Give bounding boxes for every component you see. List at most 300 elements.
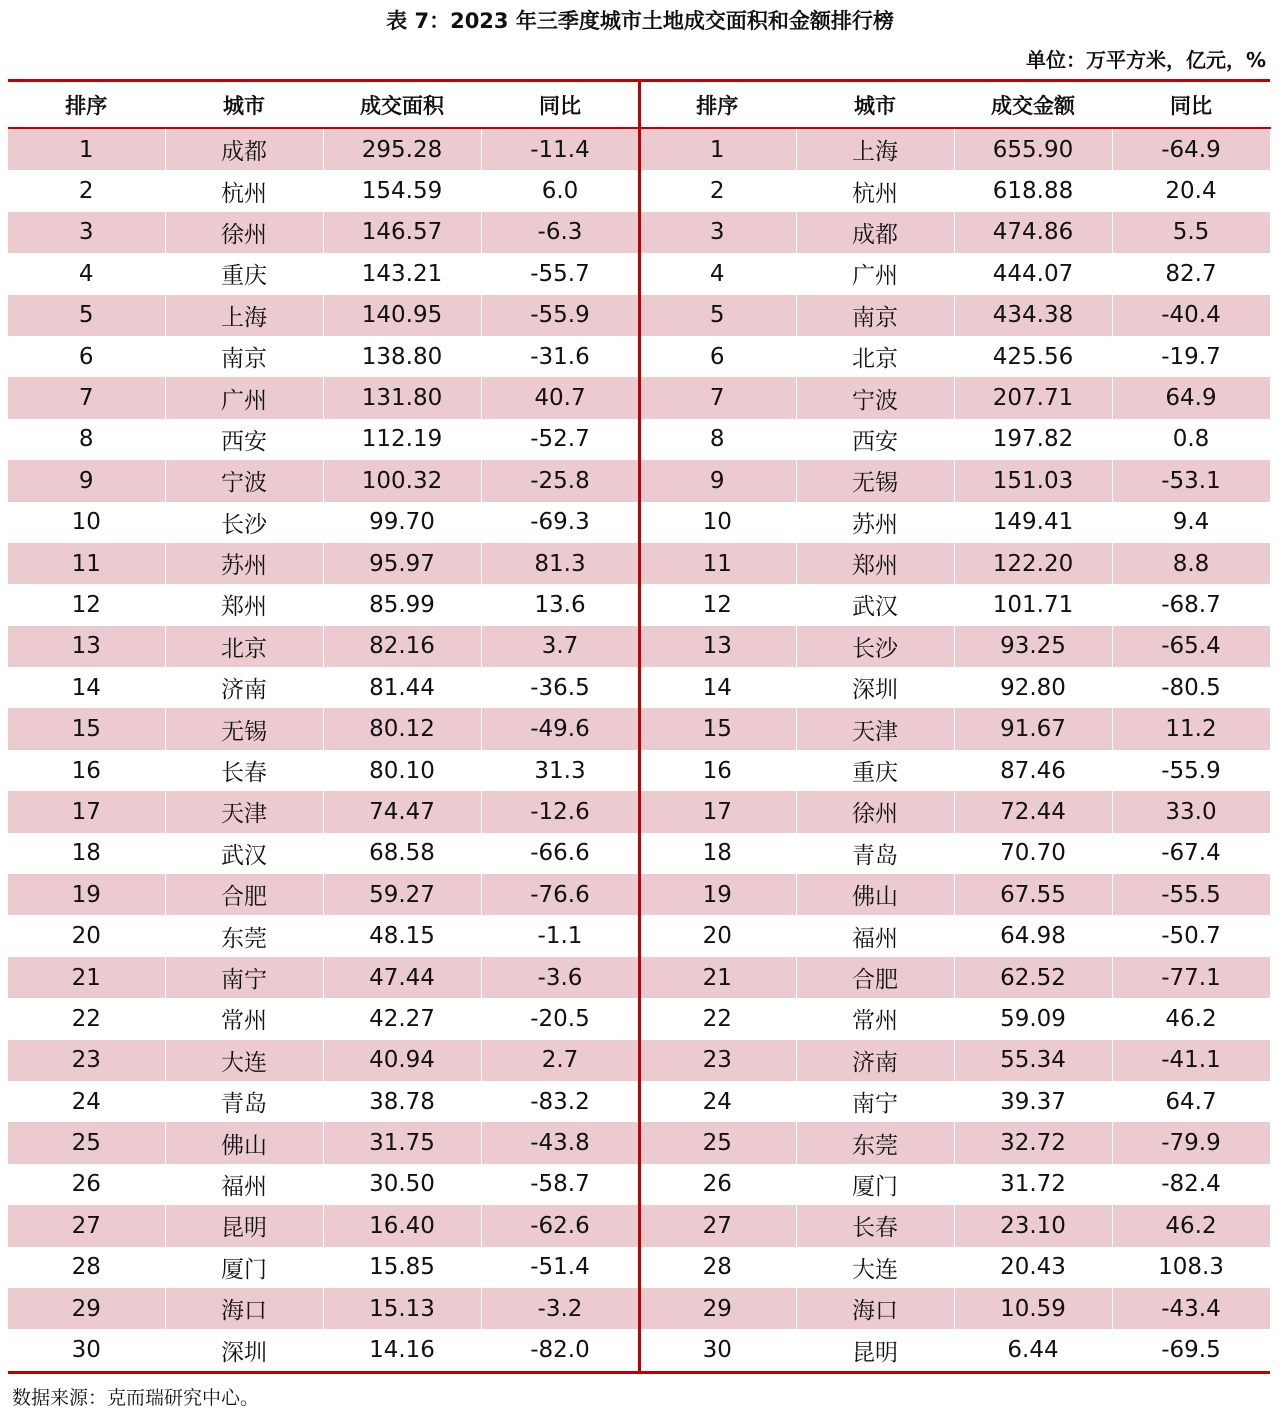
rank-cell: 22 (639, 998, 796, 1039)
area-ranking-table (8, 82, 640, 1371)
rank-cell: 7 (8, 377, 165, 418)
city-cell: 成都 (165, 128, 323, 170)
area-cell: 15.13 (323, 1288, 481, 1329)
data-source-note: 数据来源：克而瑞研究中心。 (12, 1387, 260, 1409)
yoy-cell: -53.1 (1112, 460, 1270, 501)
area-cell: 16.40 (323, 1205, 481, 1246)
city-cell: 武汉 (796, 584, 954, 625)
city-cell: 福州 (165, 1164, 323, 1205)
city-cell: 合肥 (165, 874, 323, 915)
table-row (639, 1288, 1270, 1329)
rank-cell: 4 (639, 253, 796, 294)
header-area: 成交面积 (323, 82, 481, 128)
yoy-cell: -51.4 (481, 1247, 639, 1288)
area-cell: 81.44 (323, 667, 481, 708)
city-cell: 厦门 (165, 1247, 323, 1288)
yoy-cell: -65.4 (1112, 626, 1270, 667)
table-row (639, 377, 1270, 418)
city-cell: 常州 (165, 998, 323, 1039)
table-row (8, 212, 639, 253)
table-row (639, 1205, 1270, 1246)
rank-cell: 27 (8, 1205, 165, 1246)
city-cell: 东莞 (796, 1122, 954, 1163)
area-cell: 146.57 (323, 212, 481, 253)
city-cell: 济南 (796, 1040, 954, 1081)
rank-cell: 5 (8, 295, 165, 336)
yoy-cell: -77.1 (1112, 957, 1270, 998)
city-cell: 杭州 (165, 170, 323, 211)
rank-cell: 3 (8, 212, 165, 253)
table-row (8, 750, 639, 791)
rank-cell: 30 (639, 1329, 796, 1370)
city-cell: 大连 (796, 1247, 954, 1288)
yoy-cell: -83.2 (481, 1081, 639, 1122)
table-row (639, 667, 1270, 708)
yoy-cell: 6.0 (481, 170, 639, 211)
amount-header-row (639, 82, 1270, 128)
table-row (8, 502, 639, 543)
yoy-cell: -50.7 (1112, 915, 1270, 956)
yoy-cell: -43.4 (1112, 1288, 1270, 1329)
city-cell: 宁波 (796, 377, 954, 418)
yoy-cell: 64.9 (1112, 377, 1270, 418)
amount-cell: 23.10 (954, 1205, 1112, 1246)
city-cell: 西安 (165, 419, 323, 460)
table-row (639, 626, 1270, 667)
city-cell: 重庆 (165, 253, 323, 294)
table-row (8, 1329, 639, 1370)
table-row (639, 750, 1270, 791)
city-cell: 长春 (165, 750, 323, 791)
yoy-cell: -55.7 (481, 253, 639, 294)
table-row (8, 791, 639, 832)
header-rank: 排序 (8, 82, 165, 128)
amount-cell: 434.38 (954, 295, 1112, 336)
city-cell: 北京 (796, 336, 954, 377)
yoy-cell: 5.5 (1112, 212, 1270, 253)
table-row (639, 1247, 1270, 1288)
city-cell: 南京 (165, 336, 323, 377)
table-row (8, 1122, 639, 1163)
city-cell: 南京 (796, 295, 954, 336)
yoy-cell: -11.4 (481, 128, 639, 170)
yoy-cell: 31.3 (481, 750, 639, 791)
city-cell: 西安 (796, 419, 954, 460)
table-row (8, 377, 639, 418)
table-row (8, 874, 639, 915)
table-row (8, 253, 639, 294)
area-cell: 59.27 (323, 874, 481, 915)
table-row (8, 128, 639, 170)
table-row (639, 833, 1270, 874)
table-row (639, 1122, 1270, 1163)
yoy-cell: -55.5 (1112, 874, 1270, 915)
table-row (8, 419, 639, 460)
table-row (639, 584, 1270, 625)
amount-cell: 92.80 (954, 667, 1112, 708)
amount-cell: 101.71 (954, 584, 1112, 625)
yoy-cell: -36.5 (481, 667, 639, 708)
table-row (639, 502, 1270, 543)
amount-cell: 70.70 (954, 833, 1112, 874)
amount-cell: 87.46 (954, 750, 1112, 791)
amount-cell: 91.67 (954, 708, 1112, 749)
table-row (639, 419, 1270, 460)
header-rank: 排序 (639, 82, 796, 128)
rank-cell: 10 (639, 502, 796, 543)
yoy-cell: 0.8 (1112, 419, 1270, 460)
rank-cell: 20 (8, 915, 165, 956)
area-ranking-half (8, 82, 639, 1371)
rank-cell: 23 (8, 1040, 165, 1081)
yoy-cell: -66.6 (481, 833, 639, 874)
city-cell: 长春 (796, 1205, 954, 1246)
amount-cell: 655.90 (954, 128, 1112, 170)
rank-cell: 11 (8, 543, 165, 584)
area-cell: 48.15 (323, 915, 481, 956)
unit-note: 单位：万平方米，亿元，% (1025, 48, 1266, 72)
ranking-table-container (8, 79, 1270, 1374)
area-cell: 154.59 (323, 170, 481, 211)
amount-cell: 64.98 (954, 915, 1112, 956)
table-row (8, 584, 639, 625)
city-cell: 海口 (165, 1288, 323, 1329)
area-cell: 80.10 (323, 750, 481, 791)
rank-cell: 3 (639, 212, 796, 253)
yoy-cell: -25.8 (481, 460, 639, 501)
table-row (8, 1247, 639, 1288)
rank-cell: 25 (639, 1122, 796, 1163)
city-cell: 长沙 (165, 502, 323, 543)
table-row (8, 336, 639, 377)
yoy-cell: 3.7 (481, 626, 639, 667)
rank-cell: 9 (8, 460, 165, 501)
yoy-cell: 108.3 (1112, 1247, 1270, 1288)
center-divider (638, 82, 641, 1371)
city-cell: 无锡 (796, 460, 954, 501)
yoy-cell: -64.9 (1112, 128, 1270, 170)
rank-cell: 26 (8, 1164, 165, 1205)
city-cell: 合肥 (796, 957, 954, 998)
rank-cell: 5 (639, 295, 796, 336)
area-cell: 80.12 (323, 708, 481, 749)
yoy-cell: 2.7 (481, 1040, 639, 1081)
rank-cell: 12 (8, 584, 165, 625)
amount-cell: 151.03 (954, 460, 1112, 501)
area-cell: 40.94 (323, 1040, 481, 1081)
amount-cell: 149.41 (954, 502, 1112, 543)
table-row (8, 708, 639, 749)
table-row (8, 1205, 639, 1246)
city-cell: 成都 (796, 212, 954, 253)
table-row (8, 295, 639, 336)
rank-cell: 21 (639, 957, 796, 998)
city-cell: 长沙 (796, 626, 954, 667)
area-cell: 74.47 (323, 791, 481, 832)
table-row (8, 626, 639, 667)
city-cell: 海口 (796, 1288, 954, 1329)
yoy-cell: -19.7 (1112, 336, 1270, 377)
rank-cell: 11 (639, 543, 796, 584)
table-row (639, 998, 1270, 1039)
rank-cell: 9 (639, 460, 796, 501)
table-row (8, 833, 639, 874)
city-cell: 杭州 (796, 170, 954, 211)
rank-cell: 17 (8, 791, 165, 832)
yoy-cell: -31.6 (481, 336, 639, 377)
city-cell: 福州 (796, 915, 954, 956)
city-cell: 苏州 (165, 543, 323, 584)
area-cell: 38.78 (323, 1081, 481, 1122)
rank-cell: 19 (8, 874, 165, 915)
area-cell: 15.85 (323, 1247, 481, 1288)
yoy-cell: -3.6 (481, 957, 639, 998)
area-cell: 95.97 (323, 543, 481, 584)
table-row (639, 1329, 1270, 1370)
area-cell: 112.19 (323, 419, 481, 460)
area-cell: 138.80 (323, 336, 481, 377)
amount-cell: 618.88 (954, 170, 1112, 211)
rank-cell: 28 (639, 1247, 796, 1288)
rank-cell: 15 (8, 708, 165, 749)
yoy-cell: -80.5 (1112, 667, 1270, 708)
header-yoy: 同比 (1112, 82, 1270, 128)
city-cell: 郑州 (165, 584, 323, 625)
area-cell: 131.80 (323, 377, 481, 418)
amount-cell: 20.43 (954, 1247, 1112, 1288)
rank-cell: 24 (8, 1081, 165, 1122)
table-title: 表 7：2023 年三季度城市土地成交面积和金额排行榜 (386, 9, 894, 33)
amount-cell: 6.44 (954, 1329, 1112, 1370)
rank-cell: 2 (8, 170, 165, 211)
amount-cell: 55.34 (954, 1040, 1112, 1081)
rank-cell: 29 (639, 1288, 796, 1329)
bottom-rule (8, 1371, 1270, 1374)
rank-cell: 16 (8, 750, 165, 791)
area-cell: 82.16 (323, 626, 481, 667)
header-yoy: 同比 (481, 82, 639, 128)
yoy-cell: -76.6 (481, 874, 639, 915)
city-cell: 天津 (165, 791, 323, 832)
rank-cell: 1 (8, 128, 165, 170)
yoy-cell: 81.3 (481, 543, 639, 584)
table-row (8, 667, 639, 708)
tables-row (8, 82, 1270, 1371)
city-cell: 郑州 (796, 543, 954, 584)
table-row (8, 998, 639, 1039)
area-cell: 47.44 (323, 957, 481, 998)
yoy-cell: 64.7 (1112, 1081, 1270, 1122)
table-row (8, 1164, 639, 1205)
yoy-cell: -58.7 (481, 1164, 639, 1205)
city-cell: 上海 (796, 128, 954, 170)
table-row (639, 336, 1270, 377)
yoy-cell: -20.5 (481, 998, 639, 1039)
table-row (8, 957, 639, 998)
rank-cell: 13 (639, 626, 796, 667)
table-row (639, 1081, 1270, 1122)
amount-cell: 39.37 (954, 1081, 1112, 1122)
amount-cell: 72.44 (954, 791, 1112, 832)
rank-cell: 27 (639, 1205, 796, 1246)
rank-cell: 26 (639, 1164, 796, 1205)
amount-ranking-half (639, 82, 1270, 1371)
city-cell: 重庆 (796, 750, 954, 791)
amount-cell: 444.07 (954, 253, 1112, 294)
area-cell: 68.58 (323, 833, 481, 874)
table-row (8, 915, 639, 956)
table-row (8, 1081, 639, 1122)
area-cell: 99.70 (323, 502, 481, 543)
area-cell: 30.50 (323, 1164, 481, 1205)
table-row (639, 543, 1270, 584)
yoy-cell: 13.6 (481, 584, 639, 625)
yoy-cell: 46.2 (1112, 998, 1270, 1039)
table-row (639, 957, 1270, 998)
amount-cell: 59.09 (954, 998, 1112, 1039)
rank-cell: 6 (639, 336, 796, 377)
rank-cell: 18 (639, 833, 796, 874)
city-cell: 天津 (796, 708, 954, 749)
city-cell: 昆明 (165, 1205, 323, 1246)
table-row (639, 915, 1270, 956)
amount-cell: 10.59 (954, 1288, 1112, 1329)
amount-cell: 425.56 (954, 336, 1112, 377)
table-row (639, 295, 1270, 336)
amount-cell: 62.52 (954, 957, 1112, 998)
area-cell: 295.28 (323, 128, 481, 170)
rank-cell: 29 (8, 1288, 165, 1329)
rank-cell: 15 (639, 708, 796, 749)
city-cell: 深圳 (796, 667, 954, 708)
rank-cell: 8 (8, 419, 165, 460)
area-cell: 140.95 (323, 295, 481, 336)
city-cell: 广州 (165, 377, 323, 418)
area-cell: 85.99 (323, 584, 481, 625)
yoy-cell: -62.6 (481, 1205, 639, 1246)
table-row (639, 791, 1270, 832)
table-row (8, 460, 639, 501)
rank-cell: 10 (8, 502, 165, 543)
rank-cell: 22 (8, 998, 165, 1039)
table-row (639, 460, 1270, 501)
table-row (8, 543, 639, 584)
yoy-cell: -40.4 (1112, 295, 1270, 336)
city-cell: 厦门 (796, 1164, 954, 1205)
table-row (8, 1040, 639, 1081)
city-cell: 南宁 (165, 957, 323, 998)
rank-cell: 8 (639, 419, 796, 460)
header-city: 城市 (796, 82, 954, 128)
city-cell: 济南 (165, 667, 323, 708)
table-row (639, 1164, 1270, 1205)
table-row (639, 1040, 1270, 1081)
area-header-row (8, 82, 639, 128)
table-row (639, 253, 1270, 294)
amount-cell: 207.71 (954, 377, 1112, 418)
amount-cell: 474.86 (954, 212, 1112, 253)
header-city: 城市 (165, 82, 323, 128)
area-table-body (8, 128, 639, 1371)
yoy-cell: 11.2 (1112, 708, 1270, 749)
city-cell: 广州 (796, 253, 954, 294)
city-cell: 青岛 (165, 1081, 323, 1122)
amount-cell: 93.25 (954, 626, 1112, 667)
table-row (639, 708, 1270, 749)
table-row (639, 128, 1270, 170)
city-cell: 徐州 (796, 791, 954, 832)
city-cell: 上海 (165, 295, 323, 336)
amount-cell: 197.82 (954, 419, 1112, 460)
rank-cell: 4 (8, 253, 165, 294)
rank-cell: 30 (8, 1329, 165, 1370)
table-row (639, 212, 1270, 253)
yoy-cell: 40.7 (481, 377, 639, 418)
yoy-cell: -69.5 (1112, 1329, 1270, 1370)
area-cell: 14.16 (323, 1329, 481, 1370)
table-row (639, 874, 1270, 915)
yoy-cell: -55.9 (481, 295, 639, 336)
rank-cell: 12 (639, 584, 796, 625)
yoy-cell: -43.8 (481, 1122, 639, 1163)
area-cell: 100.32 (323, 460, 481, 501)
area-cell: 31.75 (323, 1122, 481, 1163)
rank-cell: 25 (8, 1122, 165, 1163)
city-cell: 武汉 (165, 833, 323, 874)
rank-cell: 13 (8, 626, 165, 667)
yoy-cell: -82.4 (1112, 1164, 1270, 1205)
city-cell: 青岛 (796, 833, 954, 874)
rank-cell: 14 (639, 667, 796, 708)
table-row (8, 1288, 639, 1329)
city-cell: 常州 (796, 998, 954, 1039)
city-cell: 佛山 (165, 1122, 323, 1163)
rank-cell: 6 (8, 336, 165, 377)
yoy-cell: 33.0 (1112, 791, 1270, 832)
amount-table-body (639, 128, 1270, 1371)
rank-cell: 28 (8, 1247, 165, 1288)
header-amount: 成交金额 (954, 82, 1112, 128)
yoy-cell: -69.3 (481, 502, 639, 543)
city-cell: 宁波 (165, 460, 323, 501)
yoy-cell: -52.7 (481, 419, 639, 460)
rank-cell: 18 (8, 833, 165, 874)
yoy-cell: -41.1 (1112, 1040, 1270, 1081)
amount-cell: 32.72 (954, 1122, 1112, 1163)
rank-cell: 1 (639, 128, 796, 170)
area-cell: 42.27 (323, 998, 481, 1039)
rank-cell: 2 (639, 170, 796, 211)
rank-cell: 14 (8, 667, 165, 708)
yoy-cell: -67.4 (1112, 833, 1270, 874)
city-cell: 无锡 (165, 708, 323, 749)
table-row (8, 170, 639, 211)
yoy-cell: -3.2 (481, 1288, 639, 1329)
rank-cell: 7 (639, 377, 796, 418)
yoy-cell: -79.9 (1112, 1122, 1270, 1163)
city-cell: 苏州 (796, 502, 954, 543)
city-cell: 昆明 (796, 1329, 954, 1370)
amount-cell: 67.55 (954, 874, 1112, 915)
yoy-cell: -55.9 (1112, 750, 1270, 791)
yoy-cell: 46.2 (1112, 1205, 1270, 1246)
yoy-cell: -1.1 (481, 915, 639, 956)
city-cell: 南宁 (796, 1081, 954, 1122)
rank-cell: 24 (639, 1081, 796, 1122)
yoy-cell: 20.4 (1112, 170, 1270, 211)
rank-cell: 19 (639, 874, 796, 915)
city-cell: 徐州 (165, 212, 323, 253)
